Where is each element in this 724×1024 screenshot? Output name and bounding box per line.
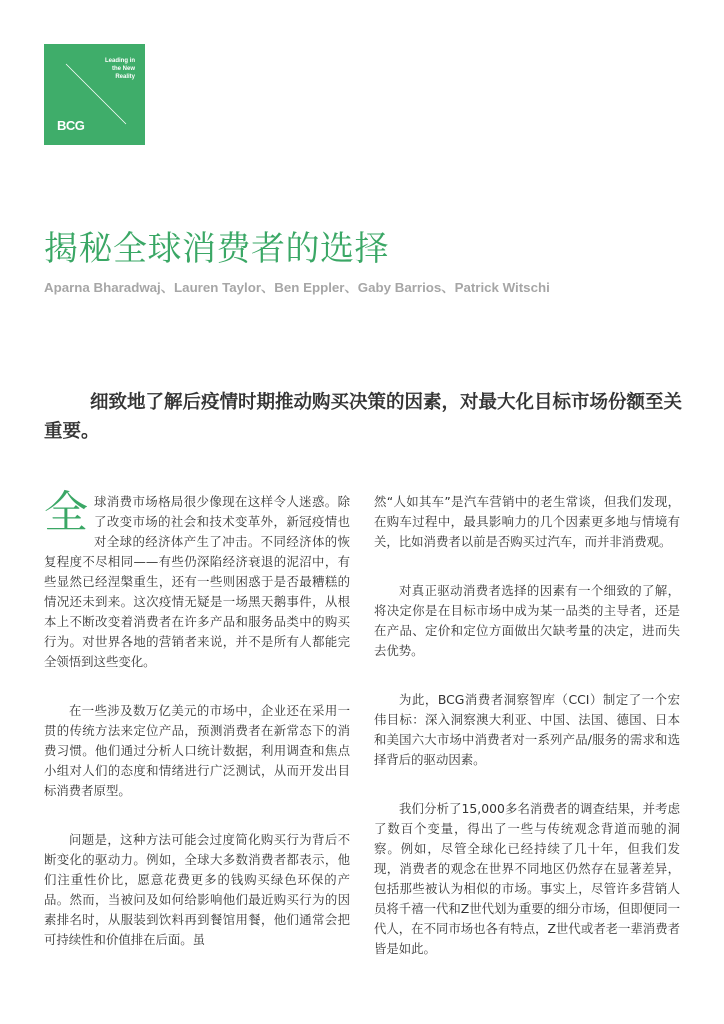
drop-cap: 全: [44, 487, 88, 538]
body-paragraph: [44, 487, 350, 672]
bcg-logo: BCG: [57, 118, 85, 133]
body-paragraph: 然“人如其车”是汽车营销中的老生常谈，但我们发现，在购车过程中，最具影响力的几个因素更多地与情境有关，比如消费者以前是否购买过汽车，而并非消费观。: [374, 494, 680, 549]
body-paragraph: 为此，BCG消费者洞察智库（CCI）制定了一个宏伟目标：深入洞察澳大利亚、中国、法国、德国、日本和美国六大市场中消费者对一系列产品/服务的需求和选择背后的驱动因素。: [374, 692, 680, 767]
lede-paragraph: 细致地了解后疫情时期推动购买决策的因素，对最大化目标市场份额至关重要。: [44, 392, 683, 442]
logo-tagline-line: Leading in: [105, 58, 135, 64]
body-column-right: [374, 492, 680, 988]
body-paragraph: 问题是，这种方法可能会过度简化购买行为背后不断变化的驱动力。例如，全球大多数消费者都表示，他们注重性价比，愿意花费更多的钱购买绿色环保的产品。然而，当被问及如何给影响他们最近购买行为的因素排名时，从服装到饮料再到餐馆用餐，他们通常会把可持续性和价值排在后面。虽: [44, 832, 350, 947]
body-paragraph: 在一些涉及数万亿美元的市场中，企业还在采用一贯的传统方法来定位产品，预测消费者在新常态下的消费习惯。他们通过分析人口统计数据，利用调查和焦点小组对人们的态度和情绪进行广泛测试，从而开发出目标消费者原型。: [44, 703, 350, 798]
logo-tagline-line: Reality: [115, 74, 135, 80]
logo-tagline: [75, 57, 135, 81]
body-paragraph: 对真正驱动消费者选择的因素有一个细致的了解，将决定你是在目标市场中成为某一品类的主导者，还是在产品、定价和定位方面做出欠缺考量的决定，进而失去优势。: [374, 583, 680, 658]
body-column-left: [44, 487, 350, 979]
page-title: 揭秘全球消费者的选择: [44, 229, 389, 269]
logo-tagline-line: the New: [111, 66, 135, 72]
body-paragraph: 我们分析了15,000多名消费者的调查结果，并考虑了数百个变量，得出了一些与传统观念背道而驰的洞察。例如，尽管全球化已经持续了几十年，但我们发现，消费者的观念在世界不同地区仍然存在显著差异，包括那些被认为相似的市场。事实上，尽管许多营销人员将千禧一代和Z世代划为重要的细分市场，但即便同一代人，在不同市场也各有特点，Z世代或者老一辈消费者皆是如此。: [374, 801, 680, 956]
bcg-logo-box: [44, 44, 145, 145]
author-list: Aparna Bharadwaj、Lauren Taylor、Ben Eppler、Gaby Barrios、Patrick Witschi: [44, 280, 550, 295]
paragraph-text: 球消费市场格局很少像现在这样令人迷惑。除了改变市场的社会和技术变革外，新冠疫情也对全球的经济体产生了冲击。不同经济体的恢复程度不尽相同——有些仍深陷经济衰退的泥沼中，有些显然已经涅槃重生，还有一些则困惑于是否最糟糕的情况还未到来。这次疫情无疑是一场黑天鹅事件，从根本上不断改变着消费者在许多产品和服务品类中的购买行为。对世界各地的营销者来说，并不是所有人都能完全领悟到这些变化。: [44, 494, 350, 669]
